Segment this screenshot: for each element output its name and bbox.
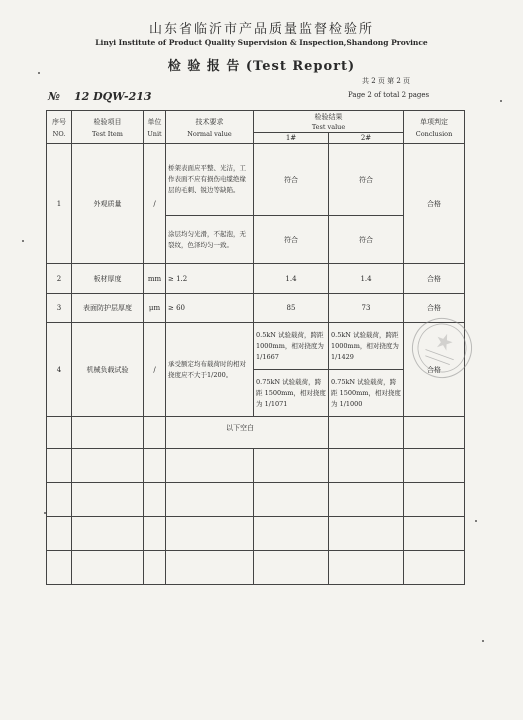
row2-no: 2 (47, 264, 72, 294)
row4-item: 机械负载试验 (72, 323, 144, 417)
test-results-table (46, 110, 465, 585)
institute-name-en: Linyi Institute of Product Quality Supervision & Inspection,Shandong Province (95, 38, 428, 47)
blank-below-note: 以下空白 (166, 417, 329, 449)
row2-unit: mm (144, 264, 166, 294)
row3-no: 3 (47, 294, 72, 323)
row1-item: 外观质量 (72, 144, 144, 264)
row4-no: 4 (47, 323, 72, 417)
row4-result2-a: 0.5kN 试验载荷，跨距 1000mm，相对挠度为 1/1429 (329, 323, 404, 370)
header-conclusion: 单项判定 Conclusion (404, 111, 465, 144)
institute-name-cn: 山东省临沂市产品质量监督检验所 (148, 22, 374, 37)
row4-conclusion: 合格 (404, 323, 465, 417)
report-number-label: № (48, 90, 60, 103)
row1-result1-b: 符合 (254, 216, 329, 264)
row1-result2-a: 符合 (329, 144, 404, 216)
header-sample-2: 2# (329, 133, 404, 144)
row1-requirement-b: 涂层均匀光滑，不起泡，无裂纹，色泽均匀一致。 (166, 216, 254, 264)
table-row (47, 449, 465, 483)
row2-result1: 1.4 (254, 264, 329, 294)
table-row (47, 323, 465, 370)
row1-result1-a: 符合 (254, 144, 329, 216)
page-count-en: Page 2 of total 2 pages (348, 91, 430, 99)
row2-result2: 1.4 (329, 264, 404, 294)
header-requirement: 技术要求 Normal value (166, 111, 254, 144)
table-row (47, 294, 465, 323)
row4-result2-b: 0.75kN 试验载荷，跨距 1500mm，相对挠度为 1/1000 (329, 370, 404, 417)
row3-unit: μm (144, 294, 166, 323)
row1-requirement-a: 桥架表面应平整、光洁，工作表面不应有损伤电缆绝缘层的毛刺、锐边等缺陷。 (166, 144, 254, 216)
row1-no: 1 (47, 144, 72, 264)
row2-item: 板材厚度 (72, 264, 144, 294)
row4-result1-a: 0.5kN 试验载荷，跨距 1000mm，相对挠度为 1/1667 (254, 323, 329, 370)
row3-result2: 73 (329, 294, 404, 323)
row3-item: 表面防护层厚度 (72, 294, 144, 323)
row1-result2-b: 符合 (329, 216, 404, 264)
scan-speck (38, 72, 40, 74)
table-row (47, 517, 465, 551)
row3-result1: 85 (254, 294, 329, 323)
table-row (47, 551, 465, 585)
report-title: 检 验 报 告 (Test Report) (167, 59, 356, 74)
table-row (47, 483, 465, 517)
row3-requirement: ≥ 60 (166, 294, 254, 323)
header-item: 检验项目 Test Item (72, 111, 144, 144)
row1-conclusion: 合格 (404, 144, 465, 264)
report-number: 12 DQW-213 (74, 90, 152, 103)
row4-unit: / (144, 323, 166, 417)
header-sample-1: 1# (254, 133, 329, 144)
row4-requirement: 承受额定均布载荷时的相对挠度应不大于1/200。 (166, 323, 254, 417)
header-seq: 序号 NO. (47, 111, 72, 144)
row1-unit: / (144, 144, 166, 264)
scan-speck (44, 512, 46, 514)
row2-conclusion: 合格 (404, 264, 465, 294)
header-result: 检验结果 Test value (254, 111, 404, 133)
scan-speck (482, 640, 484, 642)
scan-speck (22, 240, 24, 242)
page-count-cn: 共 2 页 第 2 页 (362, 77, 411, 85)
table-row (47, 417, 465, 449)
scan-speck (475, 520, 477, 522)
table-row (47, 144, 465, 216)
header-unit: 单位 Unit (144, 111, 166, 144)
row2-requirement: ≥ 1.2 (166, 264, 254, 294)
row4-result1-b: 0.75kN 试验载荷，跨距 1500mm，相对挠度为 1/1071 (254, 370, 329, 417)
row3-conclusion: 合格 (404, 294, 465, 323)
scan-speck (500, 100, 502, 102)
table-row (47, 264, 465, 294)
table-header-row (47, 111, 465, 133)
